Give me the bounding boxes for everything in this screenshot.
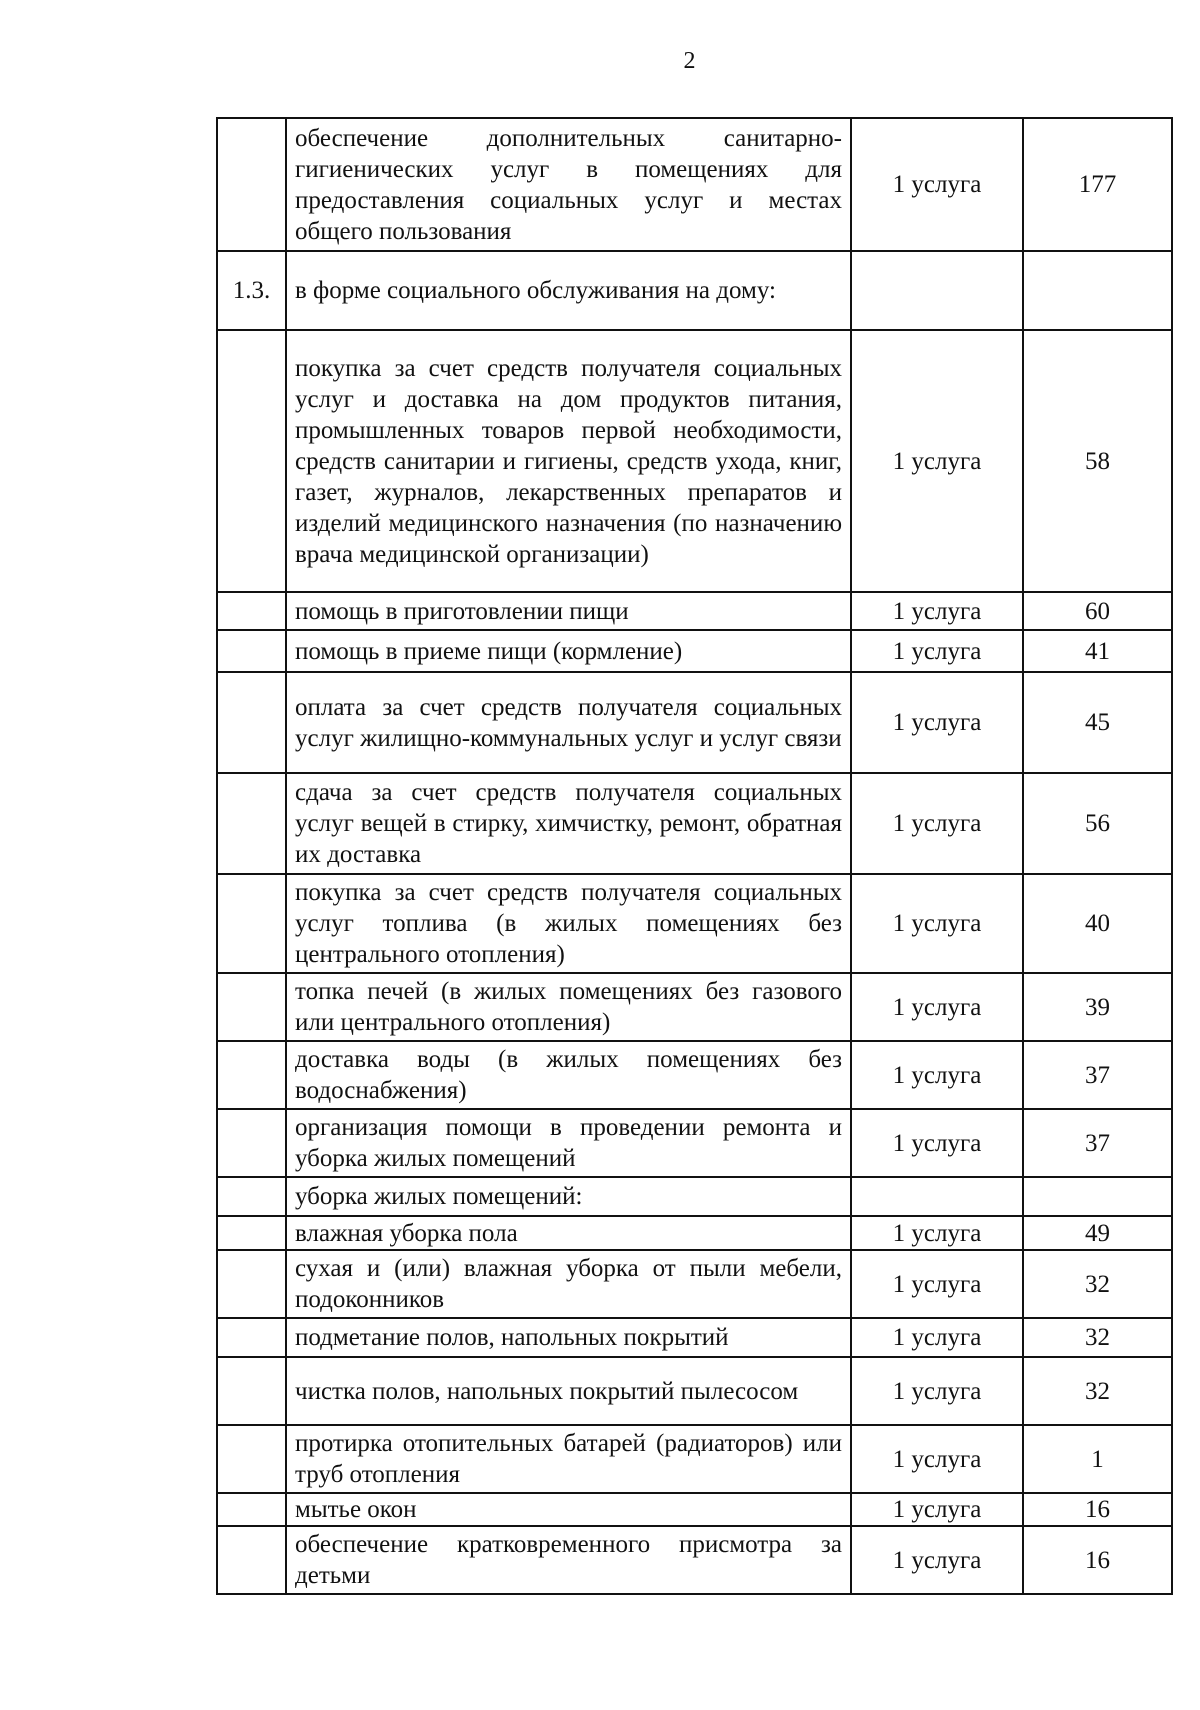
- service-name-cell: [286, 118, 851, 251]
- unit-text: 1 услуга: [892, 1377, 982, 1405]
- service-name-text: обеспечение кратковременного присмотра за детьми: [295, 1531, 842, 1589]
- unit-text: 1 услуга: [892, 171, 982, 198]
- row-number-cell: [217, 1425, 286, 1493]
- service-name-cell: [286, 1177, 851, 1216]
- unit-cell: [851, 630, 1023, 672]
- table-row: [217, 251, 1172, 330]
- unit-cell: [851, 1526, 1023, 1594]
- value-text: 41: [1085, 637, 1110, 665]
- services-table: [216, 117, 1173, 1595]
- value-cell: [1023, 1216, 1172, 1250]
- value-cell: [1023, 592, 1172, 630]
- value-text: 37: [1085, 1061, 1110, 1089]
- service-name-text: покупка за счет средств получателя социальных услуг топлива (в жилых помещениях без центрального отопления): [295, 879, 842, 968]
- row-number-cell: [217, 773, 286, 874]
- unit-text: 1 услуга: [892, 1546, 982, 1574]
- row-number-cell: [217, 1250, 286, 1318]
- service-name-text: в форме социального обслуживания на дому:: [295, 277, 776, 304]
- service-name-cell: [286, 330, 851, 592]
- value-text: 32: [1085, 1324, 1110, 1351]
- service-name-text: топка печей (в жилых помещениях без газового или центрального отопления): [295, 978, 842, 1036]
- value-text: 49: [1085, 1219, 1110, 1247]
- service-name-text: организация помощи в проведении ремонта и уборка жилых помещений: [295, 1114, 842, 1172]
- unit-cell: [851, 672, 1023, 773]
- table-row: [217, 973, 1172, 1041]
- service-name-cell: [286, 1493, 851, 1526]
- row-number-cell: [217, 118, 286, 251]
- service-name-cell: [286, 1526, 851, 1594]
- service-name-cell: [286, 1425, 851, 1493]
- service-name-text: влажная уборка пола: [295, 1219, 518, 1247]
- unit-text: 1 услуга: [892, 597, 982, 625]
- unit-cell: [851, 251, 1023, 330]
- unit-text: 1 услуга: [892, 810, 982, 837]
- table-row: [217, 1177, 1172, 1216]
- unit-text: 1 услуга: [892, 1219, 982, 1247]
- row-number-cell: [217, 1493, 286, 1526]
- value-cell: [1023, 1318, 1172, 1357]
- service-name-cell: [286, 1250, 851, 1318]
- row-number-cell: [217, 251, 286, 330]
- table-row: [217, 1250, 1172, 1318]
- service-name-text: помощь в приготовлении пищи: [295, 597, 629, 625]
- service-name-cell: [286, 1318, 851, 1357]
- page-number: 2: [683, 48, 696, 74]
- unit-cell: [851, 1493, 1023, 1526]
- unit-text: 1 услуга: [892, 993, 982, 1021]
- service-name-text: мытье окон: [295, 1496, 417, 1523]
- value-cell: [1023, 1177, 1172, 1216]
- unit-cell: [851, 592, 1023, 630]
- unit-cell: [851, 1357, 1023, 1425]
- service-name-cell: [286, 592, 851, 630]
- value-cell: [1023, 1109, 1172, 1177]
- unit-text: 1 услуга: [892, 1061, 982, 1089]
- unit-text: 1 услуга: [892, 447, 982, 475]
- row-number-cell: [217, 1357, 286, 1425]
- table-row: [217, 592, 1172, 630]
- unit-text: 1 услуга: [892, 1496, 982, 1523]
- table-row: [217, 1041, 1172, 1109]
- value-cell: [1023, 1250, 1172, 1318]
- row-number-cell: [217, 1318, 286, 1357]
- value-cell: [1023, 630, 1172, 672]
- service-name-cell: [286, 1041, 851, 1109]
- service-name-text: чистка полов, напольных покрытий пылесосом: [295, 1377, 799, 1405]
- row-number-cell: [217, 1216, 286, 1250]
- value-cell: [1023, 773, 1172, 874]
- unit-text: 1 услуга: [892, 1129, 982, 1157]
- table-row: [217, 1493, 1172, 1526]
- table-row: [217, 874, 1172, 973]
- service-name-text: покупка за счет средств получателя социальных услуг и доставка на дом продуктов питания, промышленных товаров первой необходимости, средств санитарии и гигиены, средств ухода, книг, газет, журналов, лекарственных препаратов и изделий медицинского назначения (по назначению врача медицинской организации): [295, 354, 842, 568]
- service-name-cell: [286, 672, 851, 773]
- value-cell: [1023, 1425, 1172, 1493]
- row-number-cell: [217, 630, 286, 672]
- table-row: [217, 1318, 1172, 1357]
- value-text: 177: [1078, 171, 1117, 198]
- value-text: 32: [1085, 1377, 1110, 1405]
- row-number-cell: [217, 1109, 286, 1177]
- unit-cell: [851, 330, 1023, 592]
- service-name-cell: [286, 1357, 851, 1425]
- value-text: 37: [1085, 1129, 1110, 1157]
- service-name-text: доставка воды (в жилых помещениях без водоснабжения): [295, 1046, 842, 1104]
- service-name-text: сухая и (или) влажная уборка от пыли мебели, подоконников: [295, 1255, 842, 1313]
- unit-cell: [851, 874, 1023, 973]
- unit-cell: [851, 1216, 1023, 1250]
- table-row: [217, 1526, 1172, 1594]
- table-row: [217, 672, 1172, 773]
- value-text: 1: [1091, 1445, 1104, 1473]
- value-cell: [1023, 118, 1172, 251]
- value-text: 56: [1085, 810, 1110, 837]
- table-row: [217, 1109, 1172, 1177]
- service-name-text: оплата за счет средств получателя социальных услуг жилищно-коммунальных услуг и услуг связи: [295, 693, 842, 752]
- value-cell: [1023, 672, 1172, 773]
- unit-text: 1 услуга: [892, 1324, 982, 1351]
- value-text: 16: [1085, 1546, 1110, 1574]
- value-cell: [1023, 1357, 1172, 1425]
- value-text: 32: [1085, 1270, 1110, 1298]
- row-number-cell: [217, 1177, 286, 1216]
- row-number-cell: [217, 592, 286, 630]
- value-cell: [1023, 330, 1172, 592]
- value-text: 58: [1085, 447, 1110, 475]
- service-name-cell: [286, 973, 851, 1041]
- service-name-text: помощь в приеме пищи (кормление): [295, 637, 683, 665]
- table-row: [217, 1425, 1172, 1493]
- unit-cell: [851, 1318, 1023, 1357]
- row-number-cell: [217, 1041, 286, 1109]
- table-row: [217, 118, 1172, 251]
- value-text: 16: [1085, 1496, 1110, 1523]
- unit-text: 1 услуга: [892, 1445, 982, 1473]
- service-name-text: обеспечение дополнительных санитарно-гигиенических услуг в помещениях для предоставления социальных услуг и местах общего пользования: [295, 124, 842, 245]
- row-number-cell: [217, 672, 286, 773]
- unit-cell: [851, 118, 1023, 251]
- value-cell: [1023, 1493, 1172, 1526]
- value-cell: [1023, 251, 1172, 330]
- value-cell: [1023, 1041, 1172, 1109]
- value-cell: [1023, 874, 1172, 973]
- row-number-cell: [217, 874, 286, 973]
- value-text: 60: [1085, 597, 1110, 625]
- service-name-cell: [286, 251, 851, 330]
- service-name-text: протирка отопительных батарей (радиаторов) или труб отопления: [295, 1430, 842, 1488]
- table-row: [217, 773, 1172, 874]
- unit-cell: [851, 1425, 1023, 1493]
- row-number-cell: [217, 330, 286, 592]
- unit-text: 1 услуга: [892, 709, 982, 736]
- value-text: 45: [1085, 709, 1110, 736]
- row-number-cell: [217, 973, 286, 1041]
- service-name-cell: [286, 630, 851, 672]
- unit-cell: [851, 1041, 1023, 1109]
- service-name-cell: [286, 1216, 851, 1250]
- table-row: [217, 1216, 1172, 1250]
- unit-text: 1 услуга: [892, 910, 982, 937]
- service-name-text: уборка жилых помещений:: [295, 1183, 583, 1210]
- service-name-text: подметание полов, напольных покрытий: [295, 1324, 729, 1351]
- service-name-cell: [286, 773, 851, 874]
- value-text: 40: [1085, 910, 1110, 937]
- table-row: [217, 630, 1172, 672]
- unit-cell: [851, 1250, 1023, 1318]
- unit-cell: [851, 773, 1023, 874]
- value-cell: [1023, 973, 1172, 1041]
- unit-text: 1 услуга: [892, 1270, 982, 1298]
- unit-cell: [851, 1109, 1023, 1177]
- value-cell: [1023, 1526, 1172, 1594]
- service-name-text: сдача за счет средств получателя социальных услуг вещей в стирку, химчистку, ремонт, обратная их доставка: [295, 779, 842, 868]
- unit-text: 1 услуга: [892, 637, 982, 665]
- service-name-cell: [286, 874, 851, 973]
- unit-cell: [851, 973, 1023, 1041]
- unit-cell: [851, 1177, 1023, 1216]
- value-text: 39: [1085, 993, 1110, 1021]
- row-number-cell: [217, 1526, 286, 1594]
- row-number-text: 1.3.: [232, 277, 271, 304]
- service-name-cell: [286, 1109, 851, 1177]
- table-row: [217, 330, 1172, 592]
- table-row: [217, 1357, 1172, 1425]
